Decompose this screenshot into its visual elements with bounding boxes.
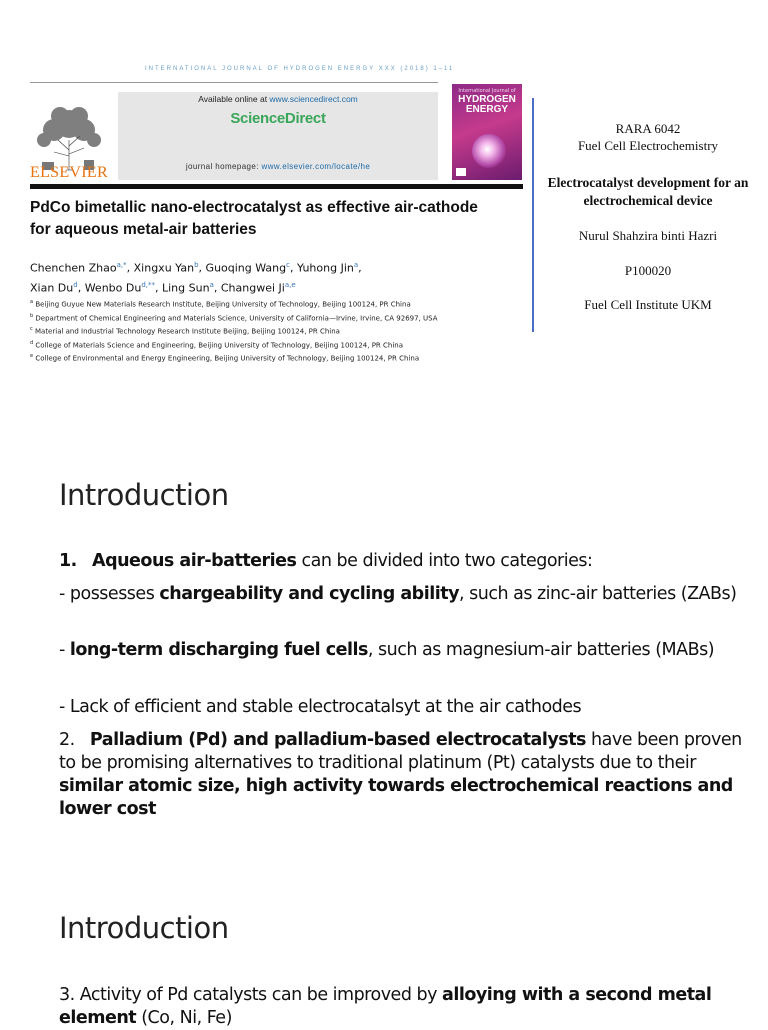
author: Changwei Ji [220, 281, 285, 295]
point-number: 2. [59, 730, 75, 750]
header-bottom-rule [30, 184, 523, 189]
author-sup: d,** [141, 280, 155, 289]
cover-glow-graphic [472, 134, 506, 168]
elsevier-wordmark: ELSEVIER [30, 164, 108, 181]
point-1 [59, 550, 749, 573]
journal-cover-image [452, 84, 522, 180]
affiliation [30, 338, 470, 352]
homepage-prefix: journal homepage: [185, 162, 262, 171]
bullet-marker: - possesses [59, 584, 160, 604]
affiliation-text: College of Environmental and Energy Engineering, Beijing University of Technology, Beijing 100124, PR China [35, 354, 420, 363]
bullet-marker: - [59, 640, 70, 660]
author-list: Chenchen Zhao$^{a,*}$, Xingxu Yan$^b$, Guoqing Wang$^c$, Yuhong Jin$^a$, Xian Du$^d$, Wenbo $Du^{d,**}$, Ling Sun$^a$, Changwei Ji$^{a,e}$ [30, 261, 362, 295]
bullet-2-bold: long-term discharging fuel cells [69, 640, 368, 660]
affiliation-text: Beijing Guyue New Materials Research Institute, Beijing University of Technology, Beijing 100124, PR China [35, 300, 411, 309]
point-2-bold: Palladium (Pd) and palladium-based electrocatalysts [89, 730, 586, 750]
journal-citation-line: INTERNATIONAL JOURNAL OF HYDROGEN ENERGY XXX (2018) 1–11 [145, 66, 455, 72]
affiliation [30, 351, 470, 365]
cover-subtitle: International Journal of [458, 88, 516, 94]
sciencedirect-logo: ScienceDirect [230, 110, 326, 127]
point-3-tail: (Co, Ni, Fe) [136, 1008, 232, 1028]
affiliation-text: College of Materials Science and Engineering, Beijing University of Technology, Beijing 100124, PR China [35, 340, 403, 349]
author: Guoqing Wang [205, 261, 287, 275]
point-3-text: 3. Activity of Pd catalysts can be improved by [59, 985, 443, 1005]
affiliation [30, 297, 470, 311]
author-sup: a,* [116, 261, 127, 269]
journal-homepage-line [118, 162, 438, 171]
author-sup: a,e [284, 280, 296, 289]
affiliation-sup: b [30, 312, 34, 319]
course-name: Fuel Cell Electrochemistry [577, 138, 719, 153]
author-sup: b [194, 261, 199, 269]
affiliation [30, 311, 470, 325]
bullet-2-text: , such as magnesium-air batteries (MABs) [367, 640, 715, 660]
journal-homepage-link[interactable]: www.elsevier.com/locate/he [261, 162, 371, 171]
point-2-bold-end: similar atomic size, high activity towards electrochemical reactions and lower cost [59, 776, 733, 819]
author-sup: a [353, 261, 359, 269]
point-1-bold: Aqueous air-batteries [92, 551, 297, 571]
author-sup: d [73, 280, 78, 289]
course-code: RARA 6042 [615, 121, 681, 136]
cover-badge [456, 168, 466, 176]
bullet-3: - Lack of efficient and stable electrocatalsyt at the air cathodes [59, 697, 582, 717]
point-3-bold: alloying with a second metal element [59, 985, 712, 1028]
affiliation-sup: a [30, 299, 34, 305]
cover-title: HYDROGEN ENERGY [458, 94, 516, 115]
author: Wenbo Du [84, 281, 142, 295]
affiliation-sup: d [30, 339, 34, 346]
student-id: P100020 [624, 263, 672, 278]
author-sup: c [286, 261, 290, 269]
author: Xian Du [30, 281, 74, 295]
course-info [536, 120, 760, 154]
author: Chenchen Zhao [30, 261, 117, 275]
bullet-2 [59, 639, 762, 662]
point-3 [59, 984, 749, 1030]
paper-title: PdCo bimetallic nano-electrocatalyst as effective air-cathode for aqueous metal-air batteries [30, 199, 478, 238]
student-name: Nurul Shahzira binti Hazri [578, 228, 718, 243]
affiliation-text: Material and Industrial Technology Research Institute Beijing, Beijing 100124, PR China [34, 327, 340, 336]
author: Xingxu Yan [133, 261, 195, 275]
bullet-1-bold: chargeability and cycling ability [159, 584, 459, 604]
affiliation-sup: e [30, 353, 34, 360]
section-heading: Introduction [59, 911, 229, 945]
info-divider-line [532, 98, 534, 332]
point-1-text: can be divided into two categories: [296, 551, 593, 571]
affiliation-list [30, 297, 470, 365]
affiliation [30, 324, 470, 338]
available-online-line [118, 94, 438, 104]
point-2-text: have been proven to be promising alternatives to traditional platinum (Pt) catalysts due to their [59, 730, 742, 773]
header-top-rule [30, 82, 438, 83]
point-number: 1. [59, 551, 77, 571]
bullet-1 [59, 583, 762, 606]
author: Ling Sun [162, 281, 210, 295]
sciencedirect-link[interactable]: www.sciencedirect.com [269, 94, 358, 104]
institute-name: Fuel Cell Institute UKM [584, 297, 712, 312]
author-sup: a [209, 280, 214, 289]
bullet-1-text: , such as zinc-air batteries (ZABs) [458, 584, 737, 604]
assignment-topic: Electrocatalyst development for an electrochemical device [547, 175, 749, 208]
author: Yuhong Jin [297, 261, 354, 275]
available-prefix: Available online at [198, 94, 270, 104]
affiliation-text: Department of Chemical Engineering and Materials Science, University of California—Irvine, Irvine, CA 92697, USA [35, 313, 438, 322]
affiliation-sup: c [30, 326, 33, 333]
point-2 [59, 729, 749, 821]
section-heading: Introduction [59, 478, 229, 512]
